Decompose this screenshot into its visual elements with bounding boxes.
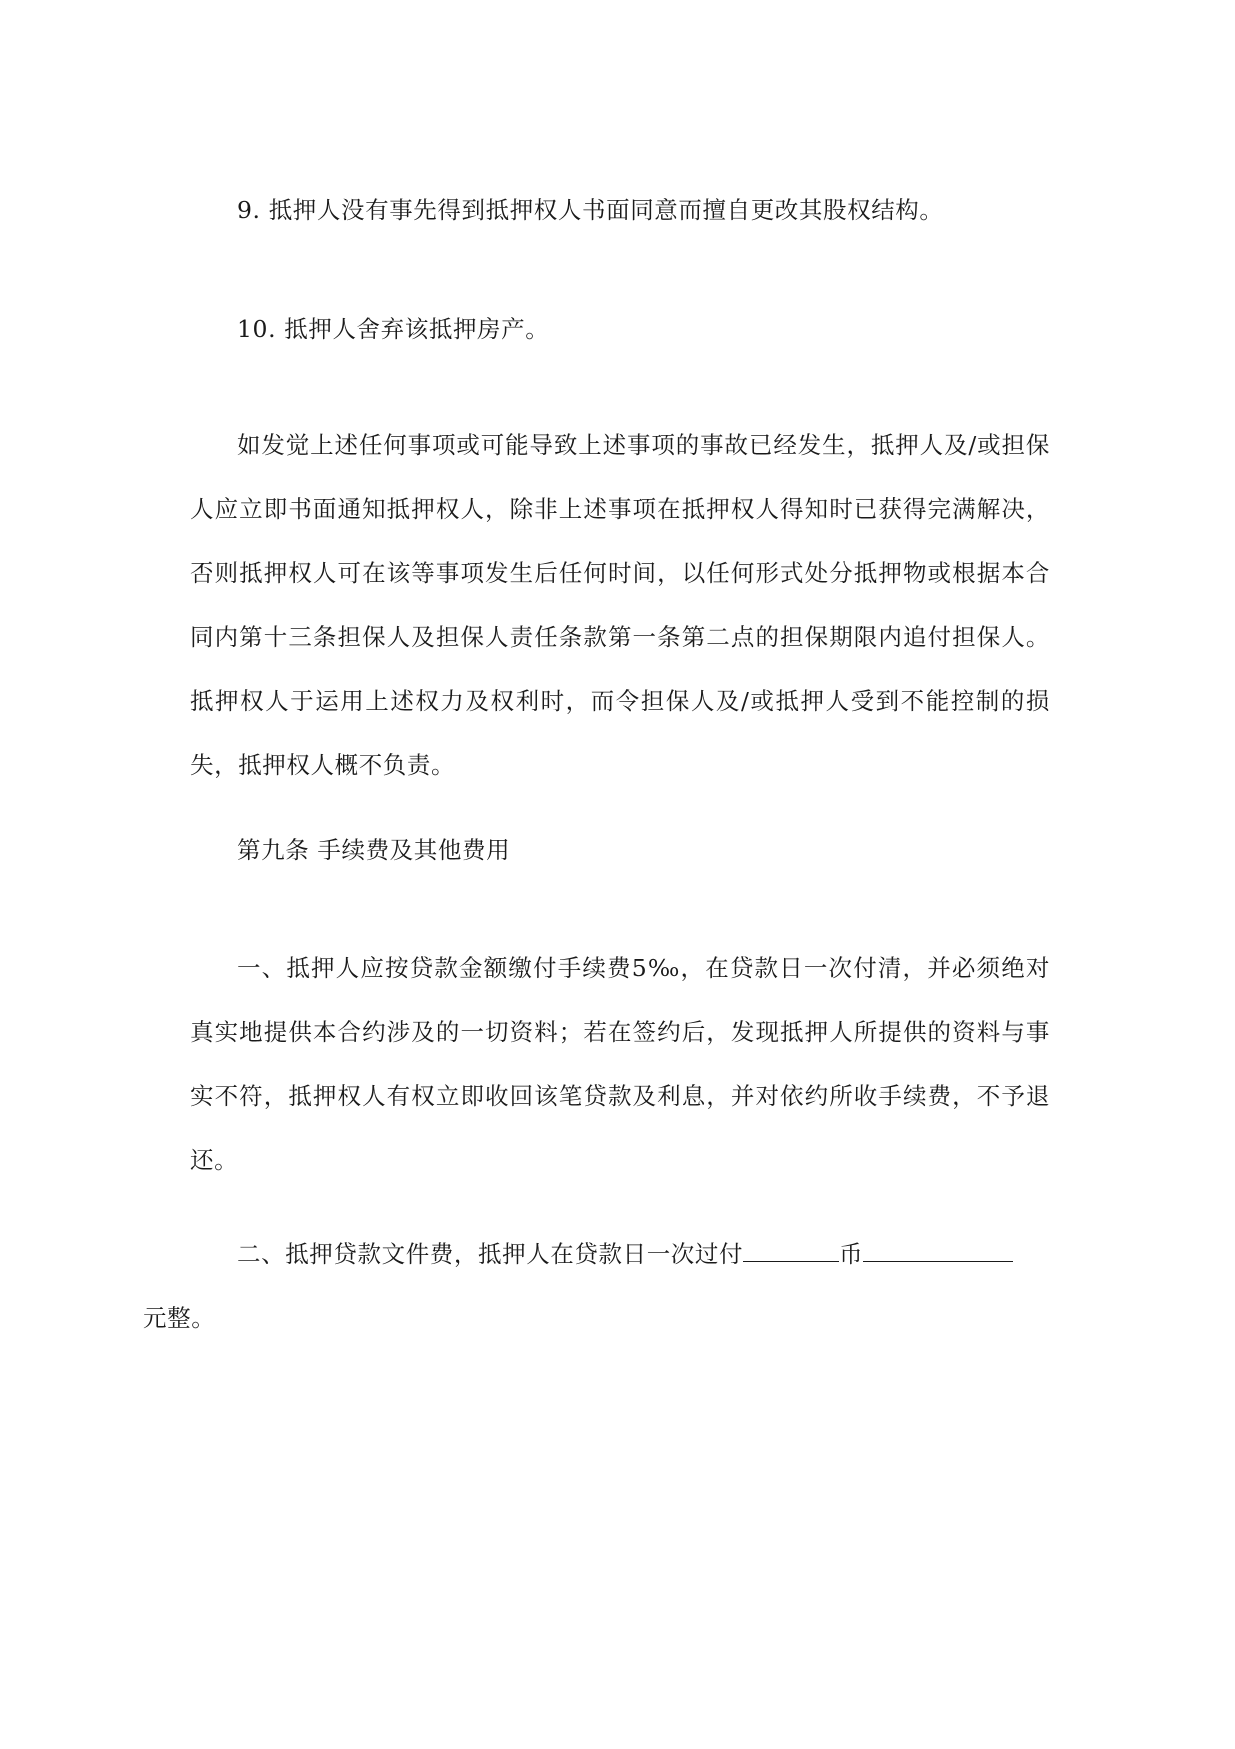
article-9-heading: 第九条 手续费及其他费用 <box>237 836 511 864</box>
currency-blank[interactable] <box>743 1231 839 1262</box>
clause-2-text-b: 币 <box>839 1240 864 1268</box>
item-9: 9. 抵押人没有事先得到抵押权人书面同意而擅自更改其股权结构。 <box>237 196 944 224</box>
clause-2-text-c: 元整。 <box>143 1304 216 1332</box>
notice-paragraph: 如发觉上述任何事项或可能导致上述事项的事故已经发生，抵押人及/或担保人应立即书面通知抵押权人，除非上述事项在抵押权人得知时已获得完满解决，否则抵押权人可在该等事项发生后任何时间，以任何形式处分抵押物或根据本合同内第十三条担保人及担保人责任条款第一条第二点的担保期限内追付担保人。抵押权人于运用上述权力及权利时，而令担保人及/或抵押人受到不能控制的损失，抵押权人概不负责。 <box>190 431 1050 779</box>
item-10: 10. 抵押人舍弃该抵押房产。 <box>237 315 550 343</box>
amount-blank[interactable] <box>863 1231 1013 1262</box>
clause-2 <box>143 1222 1050 1350</box>
clause-2-text-a: 二、抵押贷款文件费，抵押人在贷款日一次过付 <box>237 1240 744 1268</box>
clause-1: 一、抵押人应按贷款金额缴付手续费5‰，在贷款日一次付清，并必须绝对真实地提供本合约涉及的一切资料；若在签约后，发现抵押人所提供的资料与事实不符，抵押权人有权立即收回该笔贷款及利息，并对依约所收手续费，不予退还。 <box>190 954 1050 1174</box>
